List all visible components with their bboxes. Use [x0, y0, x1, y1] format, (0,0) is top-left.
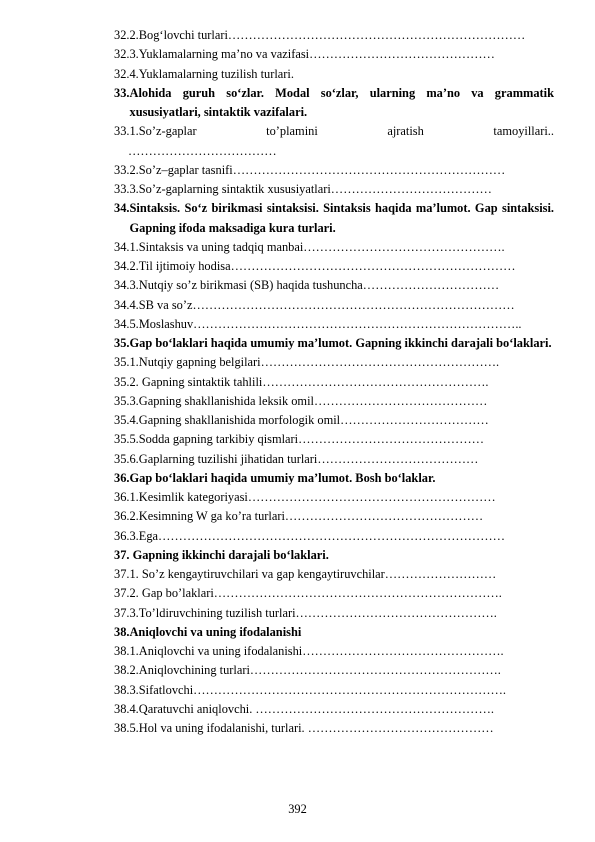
- toc-entry: 35.2. Gapning sintaktik tahlili……………………………………………….: [114, 374, 489, 389]
- section-heading-36: 36.Gap bo‘laklari haqida umumiy ma’lumot. Bosh bo‘laklar.: [114, 470, 436, 485]
- toc-entry: 33.2.So’z–gaplar tasnifi…………………………………………………………: [114, 162, 506, 177]
- table-of-contents: [114, 26, 554, 738]
- toc-entry: 34.3.Nutqiy so’z birikmasi (SB) haqida tushuncha……………………………: [114, 278, 500, 293]
- toc-entry: 35.3.Gapning shakllanishida leksik omil……………………………………: [114, 393, 488, 408]
- section-number: 33.: [114, 85, 130, 100]
- section-heading-34: [114, 199, 554, 238]
- section-title: Gap bo‘laklari haqida umumiy ma’lumot. Gapning ikkinchi darajali bo‘laklari.: [129, 336, 552, 350]
- toc-entry: 36.2.Kesimning W ga ko’ra turlari…………………………………………: [114, 509, 484, 524]
- toc-entry: 34.4.SB va so’z……………………………………………………………………: [114, 297, 515, 312]
- toc-entry: 32.4.Yuklamalarning tuzilish turlari.: [114, 66, 294, 81]
- section-heading-35: [114, 334, 554, 353]
- toc-word: ajratish: [387, 124, 424, 139]
- toc-entry: 36.1.Kesimlik kategoriyasi……………………………………………………: [114, 490, 496, 504]
- toc-entry: 32.2.Bog‘lovchi turlari………………………………………………………………: [114, 28, 526, 42]
- toc-entry: 38.3.Sifatlovchi………………………………………………………………….: [114, 682, 507, 697]
- toc-entry: 34.2.Til ijtimoiy hodisa……………………………………………………………: [114, 259, 516, 273]
- section-heading-33: [114, 84, 554, 123]
- section-number: 34.: [114, 201, 130, 216]
- toc-entry-continuation: ………………………………: [128, 143, 277, 158]
- toc-entry: 37.3.To’ldiruvchining tuzilish turlari………………………………………….: [114, 605, 497, 620]
- toc-entry-justified: [114, 122, 554, 141]
- section-title: Alohida guruh so‘zlar. Modal so‘zlar, ularning ma’no va grammatik xususiyatlari, sintaktik vazifalari.: [129, 85, 554, 119]
- toc-entry: 38.4.Qaratuvchi aniqlovchi. ………………………………………………….: [114, 701, 494, 716]
- toc-entry: 38.1.Aniqlovchi va uning ifodalanishi………………………………………….: [114, 644, 504, 658]
- toc-entry: 32.3.Yuklamalarning ma’no va vazifasi………………………………………: [114, 47, 495, 62]
- toc-word: to’plamini: [266, 124, 318, 139]
- toc-entry: 37.2. Gap bo’laklari…………………………………………………………….: [114, 586, 502, 601]
- toc-word: 33.1.So’z-gaplar: [114, 124, 197, 139]
- section-heading-37: 37. Gapning ikkinchi darajali bo‘laklari.: [114, 547, 329, 562]
- toc-word: tamoyillari..: [493, 124, 554, 139]
- toc-entry: 35.6.Gaplarning tuzilishi jihatidan turlari…………………………………: [114, 451, 479, 466]
- toc-entry: 35.4.Gapning shakllanishida morfologik omil………………………………: [114, 413, 489, 427]
- toc-entry: 35.5.Sodda gapning tarkibiy qismlari………………………………………: [114, 432, 484, 447]
- toc-entry: 34.5.Moslashuv……………………………………………………………………..: [114, 316, 522, 331]
- toc-entry: 38.2.Aniqlovchining turlari…………………………………………………….: [114, 663, 501, 678]
- page-number: 392: [288, 802, 307, 816]
- toc-entry: 38.5.Hol va uning ifodalanishi, turlari. ………………………………………: [114, 721, 494, 735]
- section-number: 35.: [114, 336, 130, 350]
- toc-entry: 33.3.So’z-gaplarning sintaktik xususiyatlari…………………………………: [114, 182, 492, 196]
- section-title: Sintaksis. So‘z birikmasi sintaksisi. Sintaksis haqida ma’lumot. Gap sintaksisi. Gapning ifoda maksadiga kura turlari.: [129, 201, 554, 235]
- toc-entry: 35.1.Nutqiy gapning belgilari………………………………………………….: [114, 355, 500, 370]
- section-heading-38: 38.Aniqlovchi va uning ifodalanishi: [114, 624, 302, 639]
- toc-entry: 36.3.Ega…………………………………………………………………………: [114, 528, 505, 543]
- toc-entry: 37.1. So’z kengaytiruvchilari va gap kengaytiruvchilar………………………: [114, 567, 497, 581]
- toc-entry: 34.1.Sintaksis va uning tadqiq manbai………………………………………….: [114, 239, 505, 254]
